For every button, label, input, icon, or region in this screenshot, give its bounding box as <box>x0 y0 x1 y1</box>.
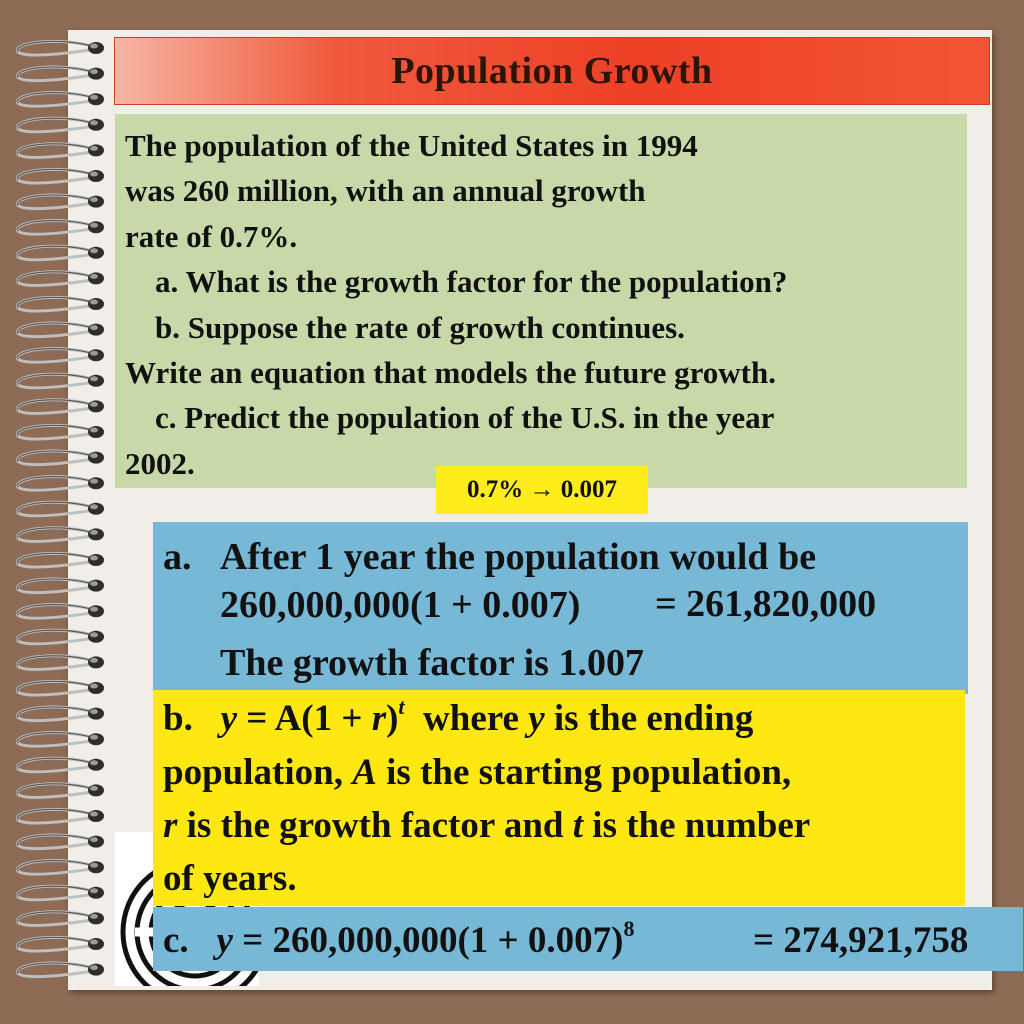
conversion-hint: 0.7% → 0.007 <box>436 466 648 514</box>
spiral-ring <box>17 963 104 977</box>
spiral-ring <box>17 553 104 567</box>
var-t-2: t <box>572 805 584 846</box>
spiral-ring <box>17 451 104 465</box>
var-r-2: r <box>163 805 178 846</box>
var-r: r <box>371 698 387 739</box>
title-bar <box>114 37 990 105</box>
answer-c-box <box>153 907 1023 971</box>
var-y-c: y <box>216 920 233 961</box>
question-c: c. Predict the population of the U.S. in the year <box>155 400 775 435</box>
spiral-ring <box>17 681 104 695</box>
line2-start: population, <box>163 752 353 793</box>
answer-c-equation: = 260,000,000(1 + 0.007) <box>232 920 624 961</box>
var-y: y <box>220 698 238 739</box>
problem-line-2: was 260 million, with an annual growth <box>125 173 646 208</box>
question-b-continued: Write an equation that models the future growth. <box>125 355 776 390</box>
spiral-ring <box>17 656 104 670</box>
line3-end: is the number <box>583 805 811 846</box>
ending-text: is the ending <box>544 698 754 739</box>
spiral-ring <box>17 246 104 260</box>
eq-close: ) <box>386 698 399 739</box>
answer-b-line-3 <box>163 807 810 844</box>
spiral-ring <box>17 861 104 875</box>
answer-c-result: = 274,921,758 <box>753 920 969 961</box>
spiral-ring <box>17 195 104 209</box>
spiral-ring <box>17 835 104 849</box>
spiral-ring <box>17 937 104 951</box>
spiral-ring <box>17 323 104 337</box>
answer-a-line-3: The growth factor is 1.007 <box>220 642 644 684</box>
var-t-exponent: t <box>398 694 405 719</box>
question-b: b. Suppose the rate of growth continues. <box>155 310 685 345</box>
spiral-ring <box>17 374 104 388</box>
page-title: Population Growth <box>391 50 713 92</box>
spiral-ring <box>17 41 104 55</box>
answer-c-exponent: 8 <box>623 916 635 941</box>
spiral-ring <box>17 477 104 491</box>
answer-b-line-2 <box>163 754 791 791</box>
answer-b-box <box>153 690 965 906</box>
spiral-ring <box>17 733 104 747</box>
eq-mid: = A(1 + <box>237 698 372 739</box>
answer-b-line-1 <box>163 694 754 739</box>
spiral-ring <box>17 144 104 158</box>
spiral-ring <box>17 886 104 900</box>
answer-c-label: c. <box>163 920 189 961</box>
answer-b-line-4: of years. <box>163 858 297 899</box>
spiral-ring <box>17 349 104 363</box>
where-text: where <box>404 698 529 739</box>
answer-a-result: = 261,820,000 <box>655 583 877 625</box>
spiral-ring <box>17 707 104 721</box>
spiral-ring <box>17 400 104 414</box>
spiral-ring <box>17 93 104 107</box>
spiral-ring <box>17 425 104 439</box>
spiral-ring <box>17 630 104 644</box>
problem-box <box>115 114 967 488</box>
answer-a-equation: 260,000,000(1 + 0.007) <box>220 584 581 626</box>
line3-mid: is the growth factor and <box>177 805 573 846</box>
spiral-ring <box>17 67 104 81</box>
spiral-ring <box>17 579 104 593</box>
spiral-ring <box>17 912 104 926</box>
answer-c-line <box>163 916 635 961</box>
question-a: a. What is the growth factor for the population? <box>155 264 788 299</box>
answer-b-label: b. <box>163 698 193 739</box>
spiral-ring <box>17 221 104 235</box>
spiral-binding <box>12 36 112 986</box>
spiral-ring <box>17 784 104 798</box>
line2-end: is the starting population, <box>376 752 792 793</box>
var-A: A <box>352 752 377 793</box>
spiral-ring <box>17 809 104 823</box>
spiral-ring <box>17 169 104 183</box>
spiral-ring <box>17 605 104 619</box>
answer-a-label: a. <box>163 536 192 578</box>
var-y-2: y <box>528 698 545 739</box>
spiral-ring <box>17 758 104 772</box>
spiral-ring <box>17 502 104 516</box>
spiral-ring <box>17 297 104 311</box>
problem-line-1: The population of the United States in 1994 <box>125 128 698 163</box>
spiral-ring <box>17 528 104 542</box>
spiral-ring <box>17 118 104 132</box>
problem-line-3: rate of 0.7%. <box>125 219 298 254</box>
spiral-ring <box>17 272 104 286</box>
answer-a-box <box>153 522 968 694</box>
question-c-continued: 2002. <box>125 446 195 481</box>
answer-a-line-1: After 1 year the population would be <box>220 536 817 578</box>
